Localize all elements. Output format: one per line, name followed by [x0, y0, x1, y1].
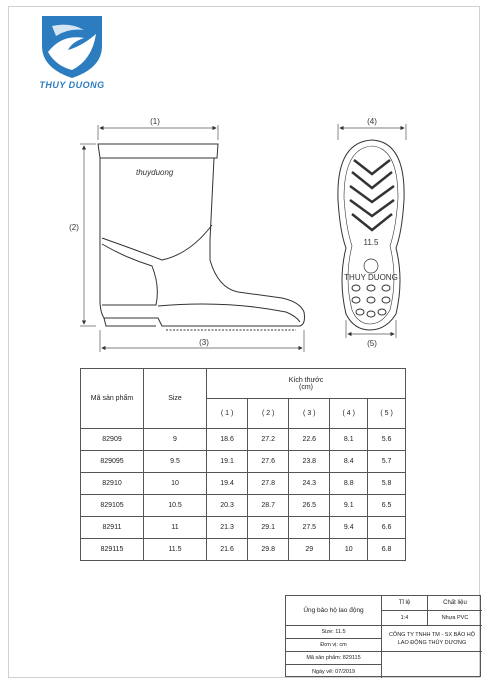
company-line-2: LAO ĐỘNG THỦY DƯƠNG — [397, 639, 467, 646]
table-row — [81, 451, 406, 473]
table-cell: 22.6 — [289, 429, 330, 451]
table-cell: 6.6 — [368, 517, 406, 539]
dim-4-label: (4) — [367, 117, 377, 126]
table-cell: 6.5 — [368, 495, 406, 517]
table-cell: 19.4 — [207, 473, 248, 495]
table-cell: 9.5 — [144, 451, 207, 473]
table-cell: 10.5 — [144, 495, 207, 517]
table-row — [81, 473, 406, 495]
table-cell: 26.5 — [289, 495, 330, 517]
table-cell: 5.7 — [368, 451, 406, 473]
col-dimensions-header — [207, 369, 406, 399]
table-cell: 9.4 — [330, 517, 368, 539]
col-dim-1-header: ( 1 ) — [207, 399, 248, 429]
dim-1-label: (1) — [150, 117, 160, 126]
table-cell: 829115 — [81, 539, 144, 561]
table-cell: 8.1 — [330, 429, 368, 451]
table-row — [81, 539, 406, 561]
dimension-2 — [80, 144, 96, 326]
title-material-label: Chất liệu — [428, 596, 482, 611]
table-cell: 6.8 — [368, 539, 406, 561]
title-scale-value: 1:4 — [382, 611, 428, 626]
sole-size-label: 11.5 — [363, 238, 379, 247]
table-cell: 5.8 — [368, 473, 406, 495]
dimension-4 — [338, 124, 406, 140]
table-cell: 29.8 — [248, 539, 289, 561]
table-cell: 29 — [289, 539, 330, 561]
table-cell: 24.3 — [289, 473, 330, 495]
title-company — [382, 626, 482, 652]
table-cell: 82911 — [81, 517, 144, 539]
table-cell: 9.1 — [330, 495, 368, 517]
col-dimensions-title: Kích thước — [288, 376, 324, 384]
boot-sole-view — [338, 140, 404, 330]
col-dim-4-header: ( 4 ) — [330, 399, 368, 429]
title-unit: Đơn vị: cm — [286, 639, 382, 652]
boot-side-view — [98, 144, 305, 330]
title-product: Ủng bảo hộ lao động — [286, 596, 382, 626]
table-cell: 29.1 — [248, 517, 289, 539]
dim-5-label: (5) — [367, 339, 377, 348]
col-dim-5-header: ( 5 ) — [368, 399, 406, 429]
col-dimensions-unit: (cm) — [299, 383, 313, 391]
table-row — [81, 495, 406, 517]
table-cell: 11.5 — [144, 539, 207, 561]
boot-side-label: thuyduong — [136, 168, 174, 177]
title-block — [285, 595, 481, 677]
table-cell: 27.8 — [248, 473, 289, 495]
size-table — [80, 368, 406, 561]
table-cell: 8.8 — [330, 473, 368, 495]
title-scale-label: Tỉ lệ — [382, 596, 428, 611]
table-row — [81, 429, 406, 451]
dim-3-label: (3) — [199, 338, 209, 347]
table-cell: 19.1 — [207, 451, 248, 473]
title-size: Size: 11.5 — [286, 626, 382, 639]
table-cell: 82909 — [81, 429, 144, 451]
table-cell: 10 — [144, 473, 207, 495]
table-cell: 10 — [330, 539, 368, 561]
table-cell: 18.6 — [207, 429, 248, 451]
sole-brand-label: THUY DUONG — [344, 273, 398, 282]
dim-2-label: (2) — [69, 223, 79, 232]
table-cell: 829095 — [81, 451, 144, 473]
brand-name: THUY DUONG — [39, 80, 105, 90]
table-cell: 23.8 — [289, 451, 330, 473]
table-cell: 27.5 — [289, 517, 330, 539]
title-date: Ngày vẽ: 07/2019 — [286, 665, 382, 678]
table-cell: 9 — [144, 429, 207, 451]
table-cell: 21.3 — [207, 517, 248, 539]
col-product-header: Mã sản phẩm — [81, 369, 144, 429]
title-code: Mã sản phẩm: 829115 — [286, 652, 382, 665]
company-line-1: CÔNG TY TNHH TM - SX BẢO HỘ — [388, 631, 476, 638]
table-cell: 21.6 — [207, 539, 248, 561]
table-row — [81, 517, 406, 539]
table-cell: 5.6 — [368, 429, 406, 451]
col-dim-2-header: ( 2 ) — [248, 399, 289, 429]
table-cell: 27.2 — [248, 429, 289, 451]
table-cell: 20.3 — [207, 495, 248, 517]
table-cell: 11 — [144, 517, 207, 539]
table-cell: 27.6 — [248, 451, 289, 473]
dimension-1 — [98, 125, 218, 140]
table-cell: 829105 — [81, 495, 144, 517]
table-cell: 28.7 — [248, 495, 289, 517]
col-dim-3-header: ( 3 ) — [289, 399, 330, 429]
table-cell: 82910 — [81, 473, 144, 495]
table-cell: 8.4 — [330, 451, 368, 473]
col-size-header: Size — [144, 369, 207, 429]
title-material-value: Nhựa PVC — [428, 611, 482, 626]
